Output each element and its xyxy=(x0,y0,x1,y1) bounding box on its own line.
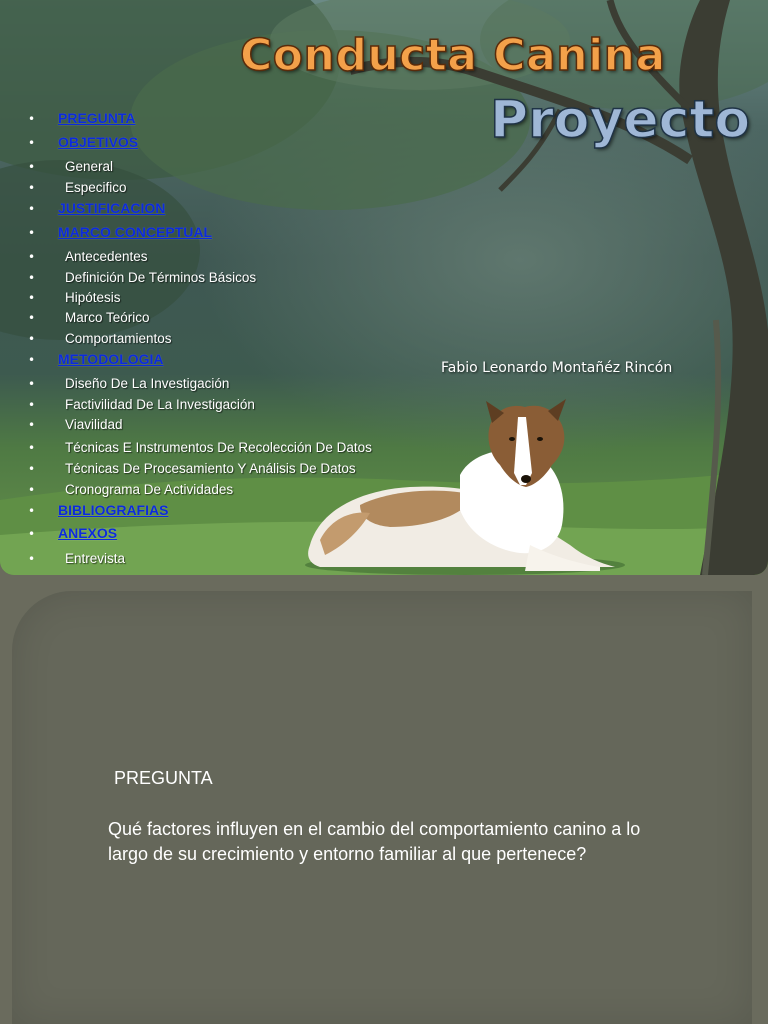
toc-item-objetivos xyxy=(28,132,138,151)
toc-item-marco-conceptual xyxy=(28,222,212,241)
question-heading: PREGUNTA xyxy=(114,768,213,788)
slide-title: Conducta Canina xyxy=(240,30,666,81)
bullet: • xyxy=(28,483,36,497)
toc-item-marco-teorico xyxy=(28,307,150,326)
toc-link-justificacion[interactable]: JUSTIFICACION xyxy=(58,200,166,216)
toc-text-hipotesis: Hipótesis xyxy=(65,290,121,305)
bullet: • xyxy=(28,250,36,264)
toc-item-justificacion xyxy=(28,198,165,217)
bullet: • xyxy=(28,181,36,195)
toc-item-especifico xyxy=(28,177,127,196)
toc-text-diseno: Diseño De La Investigación xyxy=(65,376,230,391)
bullet: • xyxy=(28,160,36,174)
toc-item-definicion xyxy=(28,267,256,286)
bullet: • xyxy=(28,311,36,325)
toc-text-tecnicas-procesamiento: Técnicas De Procesamiento Y Análisis De Datos xyxy=(65,461,356,476)
toc-link-objetivos[interactable]: OBJETIVOS xyxy=(58,134,139,150)
toc-text-general: General xyxy=(65,159,114,174)
bullet: • xyxy=(28,418,36,432)
bullet: • xyxy=(28,332,36,346)
toc-item-viavilidad xyxy=(28,414,123,433)
toc-item-antecedentes xyxy=(28,246,148,265)
toc-link-marco-conceptual[interactable]: MARCO CONCEPTUAL xyxy=(58,224,212,240)
toc-text-tecnicas-recoleccion: Técnicas E Instrumentos De Recolección De Datos xyxy=(65,440,372,455)
slide-subtitle: Proyecto xyxy=(490,90,751,150)
toc-item-metodologia xyxy=(28,349,164,368)
toc-text-marco-teorico: Marco Teórico xyxy=(65,310,150,325)
bullet: • xyxy=(28,504,36,518)
toc-link-bibliografias[interactable]: BIBLIOGRAFIAS xyxy=(58,502,169,518)
toc-item-entrevista xyxy=(28,548,125,567)
toc-text-entrevista: Entrevista xyxy=(65,551,126,566)
toc-link-pregunta[interactable]: PREGUNTA xyxy=(58,110,136,126)
toc-item-anexos xyxy=(28,523,117,542)
bullet: • xyxy=(28,527,36,541)
toc-item-factivilidad xyxy=(28,394,255,413)
question-slide xyxy=(12,591,752,1024)
toc-item-diseno xyxy=(28,373,229,392)
toc-item-pregunta xyxy=(28,108,136,127)
bullet: • xyxy=(28,226,36,240)
toc-text-cronograma: Cronograma De Actividades xyxy=(65,482,234,497)
toc-item-bibliografias xyxy=(28,500,168,519)
bullet: • xyxy=(28,353,36,367)
bullet: • xyxy=(28,112,36,126)
bullet: • xyxy=(28,291,36,305)
toc-text-definicion: Definición De Términos Básicos xyxy=(65,270,257,285)
toc-text-factivilidad: Factivilidad De La Investigación xyxy=(65,397,255,412)
bullet: • xyxy=(28,552,36,566)
toc-text-viavilidad: Viavilidad xyxy=(65,417,123,432)
toc-item-hipotesis xyxy=(28,287,121,306)
bullet: • xyxy=(28,202,36,216)
author-name: Fabio Leonardo Montañéz Rincón xyxy=(441,360,673,376)
toc-link-metodologia[interactable]: METODOLOGIA xyxy=(58,351,164,367)
bullet: • xyxy=(28,136,36,150)
toc-item-cronograma xyxy=(28,479,233,498)
toc-text-antecedentes: Antecedentes xyxy=(65,249,148,264)
bullet: • xyxy=(28,462,36,476)
toc-link-anexos[interactable]: ANEXOS xyxy=(58,525,118,541)
toc-item-general xyxy=(28,156,113,175)
toc-item-comportamientos xyxy=(28,328,172,347)
toc-text-especifico: Especifico xyxy=(65,180,127,195)
bullet: • xyxy=(28,377,36,391)
question-text: Qué factores influyen en el cambio del comportamiento canino a lo largo de su crecimiento y entorno familiar al que pertenece? xyxy=(108,819,641,864)
bullet: • xyxy=(28,398,36,412)
toc-text-comportamientos: Comportamientos xyxy=(65,331,172,346)
collie-dog-image xyxy=(300,395,630,575)
bullet: • xyxy=(28,271,36,285)
bullet: • xyxy=(28,441,36,455)
